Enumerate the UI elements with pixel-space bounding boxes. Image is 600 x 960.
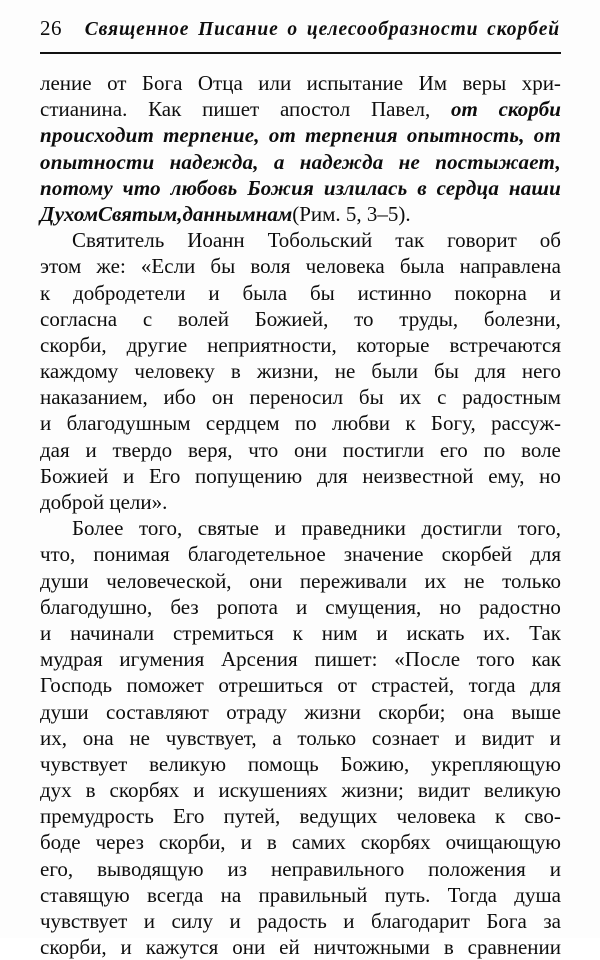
word: того, — [138, 516, 183, 541]
word: они — [249, 568, 283, 593]
word: видит — [481, 725, 534, 750]
word: правильный — [258, 882, 368, 907]
word: истинно — [357, 280, 432, 305]
word: Божией, — [254, 306, 329, 331]
word: в — [443, 935, 454, 960]
word: их, — [40, 725, 67, 750]
word: отрешиться — [218, 673, 323, 698]
word: их — [399, 385, 422, 410]
word: для — [474, 359, 506, 384]
word: жизни, — [256, 359, 319, 384]
word: скорби, — [40, 332, 107, 357]
word: и — [549, 280, 561, 305]
word: на — [220, 882, 242, 907]
word: переживали — [299, 568, 407, 593]
word: ничтожными — [313, 935, 430, 960]
word: сознает — [371, 725, 440, 750]
word: скорбях — [109, 778, 180, 803]
word: человеческой, — [106, 568, 232, 593]
word: к — [292, 620, 303, 645]
word: Богу, — [430, 411, 476, 436]
word: и — [208, 280, 220, 305]
text-line — [40, 777, 561, 803]
word: того, — [517, 516, 561, 541]
word: постыжает, — [435, 149, 561, 174]
word: и — [343, 909, 355, 933]
word: искать — [406, 620, 465, 645]
word: что — [248, 437, 279, 462]
word: и — [295, 594, 308, 619]
word: в — [417, 175, 427, 200]
word: к — [40, 280, 51, 305]
word: твердо — [112, 437, 173, 462]
word: болезни, — [483, 306, 561, 331]
word: Святитель — [72, 228, 165, 253]
word: наказанием, — [40, 385, 148, 410]
word: боде — [40, 830, 81, 855]
word: Его — [148, 463, 181, 488]
text-line — [40, 253, 561, 279]
word: неизвестной — [362, 463, 474, 488]
word: данным — [182, 201, 256, 226]
word: переносил — [249, 385, 344, 410]
word: ставящую — [40, 882, 130, 907]
word: того — [476, 647, 515, 672]
word: Более — [72, 516, 124, 541]
word: без — [170, 594, 199, 619]
word: в — [230, 359, 241, 384]
word: пишет — [202, 97, 260, 122]
word: хри- — [521, 71, 561, 95]
word: по — [483, 437, 506, 462]
word: Божия — [247, 175, 315, 200]
text-line — [40, 96, 561, 122]
text-line — [40, 306, 561, 332]
text-line — [40, 70, 561, 96]
word: воле — [521, 437, 561, 462]
word: Божию, — [340, 751, 410, 776]
word: постигли — [342, 437, 425, 462]
word: Тобольский — [267, 228, 373, 253]
word: его, — [40, 856, 74, 881]
word: к — [494, 804, 506, 829]
word: и — [240, 830, 252, 855]
word: ему, — [488, 463, 525, 488]
word: «Если — [140, 254, 196, 279]
word: и — [85, 437, 97, 462]
word: направлена — [459, 254, 561, 279]
word: от — [451, 97, 478, 122]
word: Иоанн — [187, 228, 245, 253]
word: он — [211, 385, 234, 410]
word: благодарит — [371, 909, 470, 933]
text-line — [40, 149, 561, 175]
word: в — [85, 778, 96, 803]
word: стремиться — [172, 620, 274, 645]
word: не — [334, 359, 356, 384]
word: была — [399, 254, 445, 279]
word: души — [40, 568, 89, 593]
word: значение — [343, 542, 424, 567]
text-line — [40, 725, 561, 751]
word: Отца — [197, 71, 243, 95]
word: путей, — [223, 804, 281, 829]
word: тогда — [468, 673, 516, 698]
word: самих — [291, 830, 346, 855]
text-line — [40, 541, 561, 567]
word: бы — [358, 385, 384, 410]
word: в — [266, 830, 277, 855]
text-line — [40, 437, 561, 463]
word: Божией — [40, 463, 109, 488]
word: святые — [197, 516, 260, 541]
word: же: — [96, 254, 126, 279]
word: от — [107, 71, 127, 95]
word: «После — [394, 647, 461, 672]
word: ей — [279, 935, 300, 960]
word: и — [454, 725, 466, 750]
word: или — [258, 71, 292, 95]
word: происходит — [40, 123, 155, 148]
word: сердцем — [205, 411, 280, 436]
text-line — [40, 410, 561, 436]
word: ление — [40, 71, 92, 95]
word: искушениях — [218, 778, 328, 803]
word: Тогда — [447, 882, 497, 907]
word: наши — [508, 175, 561, 200]
word: кажутся — [145, 935, 219, 960]
running-title: Священное Писание о целесообразности скорбей — [84, 19, 560, 40]
word: для — [530, 673, 561, 698]
page-number: 26 — [40, 16, 62, 40]
word: согласна — [40, 306, 118, 331]
word: выводящую — [97, 856, 204, 881]
word: Арсения — [221, 647, 298, 672]
word: поможет — [126, 673, 204, 698]
word: радостным — [462, 385, 561, 410]
word: веры — [462, 71, 507, 95]
word: неправильного — [271, 856, 405, 881]
paragraph — [40, 227, 561, 515]
word: от — [533, 123, 561, 148]
word: Бога — [486, 909, 527, 933]
word: Господь — [40, 673, 113, 698]
word: Павел, — [370, 97, 431, 122]
word: она — [462, 699, 494, 724]
word: неприятности, — [207, 332, 337, 357]
word: видит — [417, 778, 471, 803]
word: составляют — [106, 699, 209, 724]
word: потому — [40, 175, 113, 200]
word: (Рим. 5, 3–5). — [292, 201, 411, 226]
word: дух — [40, 778, 72, 803]
word: душа — [514, 882, 561, 907]
word: и — [193, 778, 205, 803]
text-line — [40, 489, 561, 515]
word: и — [40, 620, 52, 645]
word: Духом — [40, 201, 98, 226]
word: скорби, — [158, 830, 226, 855]
word: труды, — [399, 306, 459, 331]
body-text-block — [40, 70, 561, 960]
word: надежда — [299, 149, 384, 174]
word: чувствует — [40, 909, 128, 933]
word: апостол — [279, 97, 351, 122]
running-header — [40, 18, 560, 48]
word: опытности — [40, 149, 155, 174]
word: веря, — [187, 437, 233, 462]
word: говорит — [447, 228, 517, 253]
word: его — [439, 437, 468, 462]
word: излилась — [323, 175, 408, 200]
word: ибо — [163, 385, 196, 410]
text-line — [40, 280, 561, 306]
word: радость — [257, 909, 327, 933]
word: положения — [428, 856, 526, 881]
word: с — [142, 306, 153, 331]
word: была — [242, 280, 288, 305]
word: не — [129, 725, 150, 750]
text-line — [40, 699, 561, 725]
text-line — [40, 358, 561, 384]
word: что — [122, 175, 161, 200]
word: воля — [250, 254, 291, 279]
word: великую — [484, 778, 561, 803]
word: скорби — [498, 97, 561, 122]
word: волей — [177, 306, 229, 331]
word: и — [143, 909, 155, 933]
text-line — [40, 751, 561, 777]
word: сво- — [524, 804, 561, 829]
word: ведущих — [299, 804, 378, 829]
word: этом — [40, 254, 82, 279]
word: человека — [305, 254, 385, 279]
word: премудрость — [40, 804, 154, 829]
word: скорбей — [441, 542, 513, 567]
word: скорбях — [360, 830, 431, 855]
word: испытание — [306, 71, 404, 95]
text-line — [40, 384, 561, 410]
text-line — [40, 594, 561, 620]
word: только — [502, 568, 561, 593]
word: для — [530, 542, 561, 567]
word: их — [424, 568, 447, 593]
text-line — [40, 829, 561, 855]
word: встречаются — [449, 332, 561, 357]
text-line — [40, 620, 561, 646]
word: она — [82, 725, 114, 750]
word: как — [531, 647, 561, 672]
word: об — [539, 228, 561, 253]
text-line — [40, 463, 561, 489]
word: а — [273, 149, 285, 174]
word: мудрая — [40, 647, 103, 672]
word: и — [123, 463, 135, 488]
word: стианина. — [40, 97, 128, 122]
word: страстей, — [371, 673, 455, 698]
word: Святым, — [97, 201, 183, 226]
word: и — [376, 620, 388, 645]
text-line — [40, 646, 561, 672]
word: каждому — [40, 359, 119, 384]
word: сердца — [436, 175, 500, 200]
word: души — [40, 699, 89, 724]
word: великую — [149, 751, 227, 776]
word: и — [549, 856, 561, 881]
word: благодетельное — [187, 542, 326, 567]
word: и — [549, 725, 561, 750]
word: от — [337, 673, 357, 698]
word: доброй цели». — [40, 490, 168, 514]
word: они — [294, 437, 328, 462]
word: него — [521, 359, 561, 384]
text-line — [40, 882, 561, 908]
word: по — [294, 411, 317, 436]
word: укрепляющую — [431, 751, 561, 776]
word: другие — [126, 332, 188, 357]
word: ропота — [216, 594, 278, 619]
word: и — [229, 909, 241, 933]
word: бы — [434, 359, 459, 384]
word: но — [439, 594, 462, 619]
text-line — [40, 515, 561, 541]
word: любви — [331, 411, 390, 436]
word: чувствует, — [165, 725, 257, 750]
text-line — [40, 934, 561, 960]
text-line — [40, 122, 561, 148]
word: добродетели — [73, 280, 186, 305]
word: попущению — [195, 463, 303, 488]
text-line — [40, 908, 561, 934]
word: нам — [255, 201, 293, 226]
word: любовь — [170, 175, 238, 200]
word: ним — [321, 620, 358, 645]
word: праведники — [301, 516, 406, 541]
text-line — [40, 175, 561, 201]
header-rule — [40, 52, 561, 54]
paragraph — [40, 70, 561, 227]
word: пишет: — [314, 647, 378, 672]
word: то — [354, 306, 374, 331]
word: с — [437, 385, 447, 410]
word: радостно — [479, 594, 561, 619]
word: чувствует — [40, 751, 128, 776]
word: к — [405, 411, 416, 436]
word: через — [95, 830, 144, 855]
word: Им — [418, 71, 448, 95]
word: от — [268, 123, 297, 148]
word: путь. — [384, 882, 431, 907]
word: достигли — [421, 516, 503, 541]
word: опытность, — [406, 123, 525, 148]
word: терпения — [305, 123, 398, 148]
word: не — [463, 568, 485, 593]
word: человека — [396, 804, 476, 829]
text-line — [40, 568, 561, 594]
word: и — [40, 411, 52, 436]
word: Бога — [141, 71, 183, 95]
word: помощь — [247, 751, 319, 776]
word: жизни — [304, 699, 361, 724]
text-line — [40, 332, 561, 358]
word: Как — [148, 97, 182, 122]
word: так — [395, 228, 425, 253]
word: бы — [309, 280, 335, 305]
word: они — [232, 935, 266, 960]
word: жизни; — [341, 778, 404, 803]
word: только — [297, 725, 357, 750]
word: для — [316, 463, 348, 488]
word: за — [543, 909, 561, 933]
word: скорби; — [378, 699, 446, 724]
word: и — [274, 516, 286, 541]
word: игумения — [119, 647, 205, 672]
word: рассуж- — [491, 411, 561, 436]
word: скорби, — [40, 935, 107, 960]
text-line — [40, 856, 561, 882]
word: человеку — [134, 359, 215, 384]
word: смущения, — [325, 594, 422, 619]
word: Так — [529, 620, 561, 645]
word: сравнении — [467, 935, 561, 960]
word: бы — [210, 254, 236, 279]
word: покорна — [454, 280, 527, 305]
word: из — [227, 856, 248, 881]
word: дая — [40, 437, 70, 462]
text-line — [40, 201, 561, 227]
paragraph — [40, 515, 561, 960]
word: выше — [511, 699, 561, 724]
word: что, — [40, 542, 76, 567]
word: начинали — [70, 620, 155, 645]
word: были — [371, 359, 418, 384]
word: всегда — [147, 882, 204, 907]
word: силу — [171, 909, 214, 933]
word: Его — [172, 804, 205, 829]
word: благодушно, — [40, 594, 153, 619]
word: их. — [483, 620, 511, 645]
word: и — [120, 935, 132, 960]
word: надежда, — [169, 149, 259, 174]
word: не — [398, 149, 421, 174]
word: терпение, — [163, 123, 260, 148]
word: отраду — [226, 699, 287, 724]
text-line — [40, 227, 561, 253]
word: очищающую — [445, 830, 561, 855]
word: а — [272, 725, 282, 750]
word: понимая — [93, 542, 170, 567]
word: благодушным — [66, 411, 191, 436]
word: которые — [356, 332, 430, 357]
word: но — [539, 463, 561, 488]
text-line — [40, 803, 561, 829]
text-line — [40, 672, 561, 698]
